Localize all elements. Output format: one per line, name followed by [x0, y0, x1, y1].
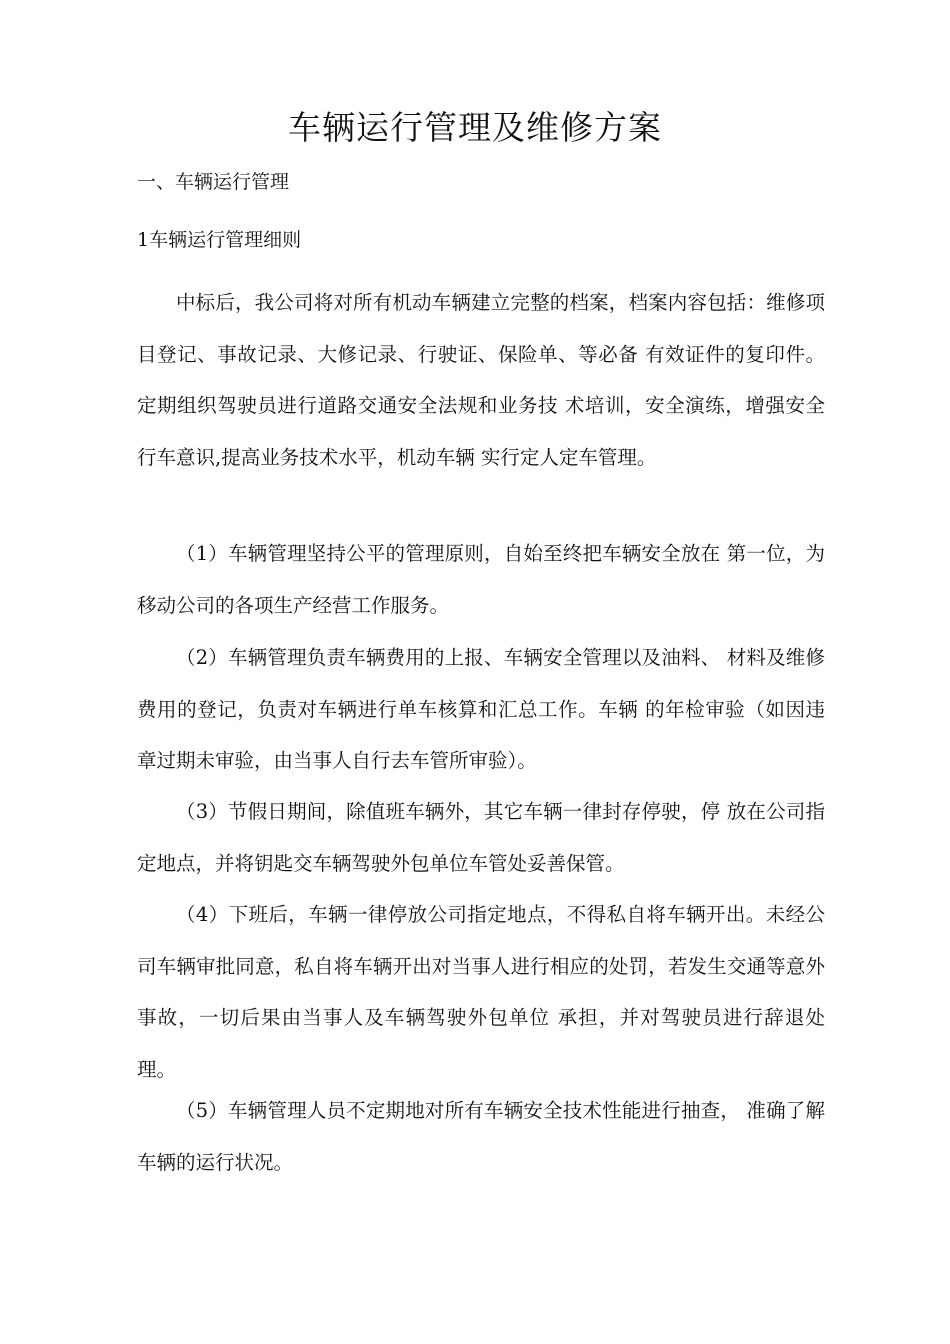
section-heading: 一、车辆运行管理	[137, 171, 290, 193]
paragraph-intro: 中标后，我公司将对所有机动车辆建立完整的档案，档案内容包括：维修项目登记、事故记录、大修记录、行驶证、保险单、等必备 有效证件的复印件。定期组织驾驶员进行道路交通安全法规和业务技 术培训，安全演练，增强安全行车意识,提高业务技术水平，机动车辆 实行定人定车管理。	[137, 291, 825, 469]
paragraph-item-3: （3）节假日期间，除值班车辆外，其它车辆一律封存停驶，停 放在公司指定地点，并将钥匙交车辆驾驶外包单位车管处妥善保管。	[137, 800, 825, 875]
paragraph-item-5: （5）车辆管理人员不定期地对所有车辆安全技术性能进行抽查， 准确了解车辆的运行状况。	[137, 1099, 825, 1174]
paragraph-item-4: （4）下班后，车辆一律停放公司指定地点，不得私自将车辆开出。未经公司车辆审批同意，私自将车辆开出对当事人进行相应的处罚，若发生交通等意外事故，一切后果由当事人及车辆驾驶外包单位 承担，并对驾驶员进行辞退处理。	[137, 903, 825, 1081]
document-title: 车辆运行管理及维修方案	[288, 108, 662, 147]
paragraph-item-1: （1）车辆管理坚持公平的管理原则，自始至终把车辆安全放在 第一位，为移动公司的各项生产经营工作服务。	[137, 542, 825, 617]
subsection-heading: 1车辆运行管理细则	[137, 229, 302, 251]
paragraph-item-2: （2）车辆管理负责车辆费用的上报、车辆安全管理以及油料、 材料及维修费用的登记，负责对车辆进行单车核算和汇总工作。车辆 的年检审验（如因违章过期未审验，由当事人自行去车管所审验）。	[137, 646, 825, 772]
